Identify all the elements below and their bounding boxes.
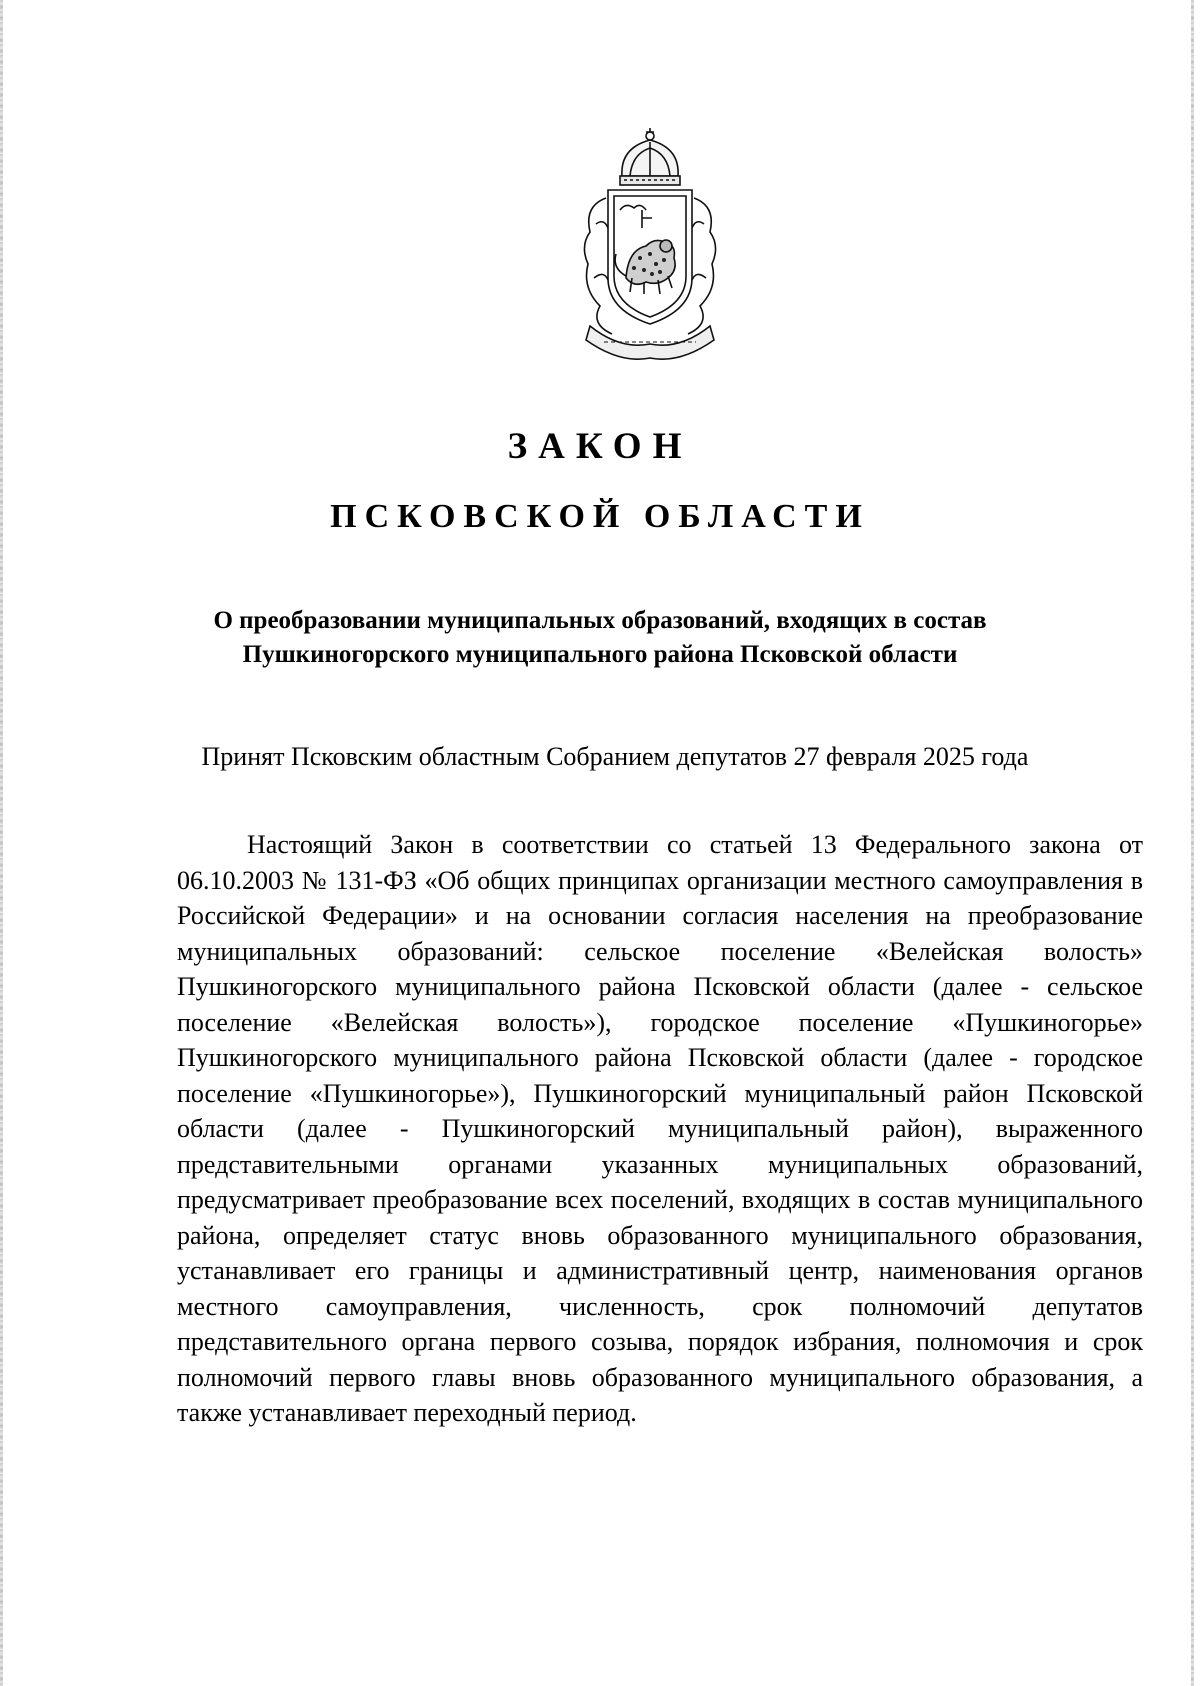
preamble-paragraph: Настоящий Закон в соответствии со статьей 13 Федерального закона от 06.10.2003 № 131-ФЗ «Об общих принципах организации местного самоуправления в Российской Федерации» и на основании согласия населения на преобразование муниципальных образований: сельское поселение «Велейская волость» Пушкиногорского муниципального района Псковской области (далее - сельское поселение «Велейская волость»), городское поселение «Пушкиногорье» Пушкиногорского муниципального района Псковской области (далее - городское поселение «Пушкиногорье»), Пушкиногорский муниципальный район Псковской области (далее - Пушкиногорский муниципальный район), выраженного представительными органами указанных муниципальных образований, предусматривает преобразование всех поселений, входящих в состав муниципального района, определяет статус вновь образованного муниципального образования, устанавливает его границы и административный центр, наименования органов местного самоуправления, численность, срок полномочий депутатов представительного органа первого созыва, порядок избрания, полномочия и срок полномочий первого главы вновь образованного муниципального образования, а также устанавливает переходный период. bbox=[177, 830, 1143, 1427]
document-subtitle: ПСКОВСКОЙ ОБЛАСТИ bbox=[330, 498, 870, 535]
coat-of-arms-icon bbox=[560, 128, 740, 368]
coat-of-arms-emblem bbox=[560, 128, 740, 368]
law-name-heading: О преобразовании муниципальных образований, входящих в состав Пушкиногорского муниципального района Псковской области bbox=[213, 607, 987, 668]
scan-edge-right bbox=[1191, 0, 1194, 1686]
document-title: ЗАКОН bbox=[507, 426, 693, 467]
scan-edge-left bbox=[0, 0, 3, 1686]
adoption-line: Принят Псковским областным Собранием депутатов 27 февраля 2025 года bbox=[201, 742, 1029, 771]
